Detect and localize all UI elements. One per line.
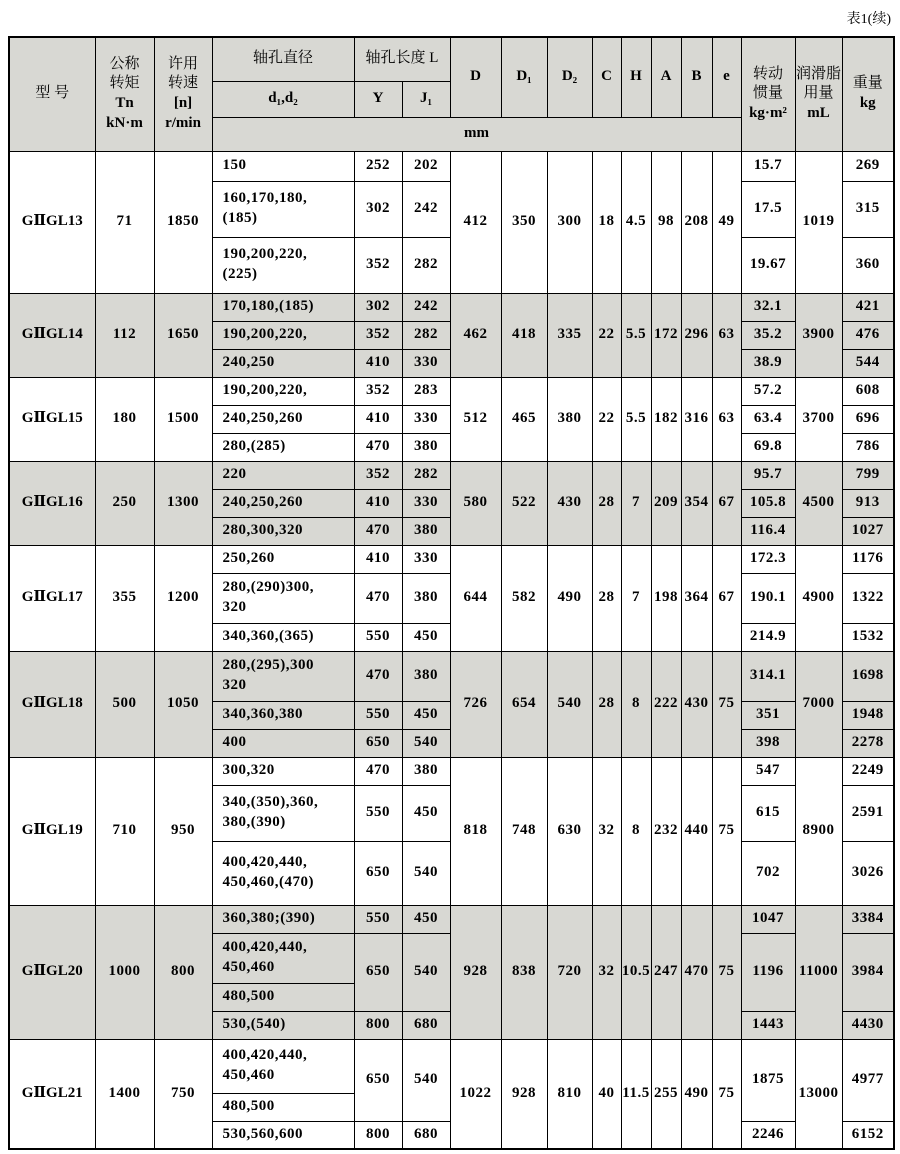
cell-dim-e: 75 <box>712 651 741 757</box>
cell-weight: 2278 <box>842 729 894 757</box>
cell-dim-e: 63 <box>712 377 741 461</box>
table-row <box>9 151 894 181</box>
cell-dim-e: 63 <box>712 293 741 377</box>
cell-torque: 355 <box>95 545 154 651</box>
cell-bore-diameter: 240,250 <box>212 349 354 377</box>
cell-dim-H: 8 <box>621 651 651 757</box>
cell-inertia: 2246 <box>741 1121 795 1149</box>
cell-inertia: 69.8 <box>741 433 795 461</box>
cell-length-y: 650 <box>354 933 402 1011</box>
cell-bore-diameter: 340,(350),360, 380,(390) <box>212 785 354 841</box>
cell-bore-diameter: 400,420,440, 450,460 <box>212 933 354 983</box>
cell-dim-D2: 720 <box>547 905 592 1039</box>
cell-bore-diameter: 280,(290)300, 320 <box>212 573 354 623</box>
cell-inertia: 38.9 <box>741 349 795 377</box>
cell-inertia: 172.3 <box>741 545 795 573</box>
table-row <box>9 757 894 785</box>
cell-inertia: 214.9 <box>741 623 795 651</box>
cell-inertia: 57.2 <box>741 377 795 405</box>
cell-dim-D: 512 <box>450 377 501 461</box>
cell-weight: 269 <box>842 151 894 181</box>
cell-grease: 11000 <box>795 905 842 1039</box>
cell-length-y: 470 <box>354 433 402 461</box>
coupling-spec-table <box>8 36 895 1150</box>
header-dim-D: D <box>450 37 501 117</box>
cell-bore-diameter: 280,(295),300 320 <box>212 651 354 701</box>
header-length-j1: J₁ <box>402 81 450 117</box>
cell-bore-diameter: 480,500 <box>212 1093 354 1121</box>
cell-dim-D2: 300 <box>547 151 592 293</box>
cell-length-y: 410 <box>354 545 402 573</box>
cell-length-y: 650 <box>354 1039 402 1121</box>
cell-length-j1: 540 <box>402 1039 450 1121</box>
cell-dim-D: 928 <box>450 905 501 1039</box>
cell-length-j1: 282 <box>402 461 450 489</box>
header-dim-A: A <box>651 37 681 117</box>
cell-length-y: 252 <box>354 151 402 181</box>
cell-dim-H: 7 <box>621 461 651 545</box>
table-row <box>9 37 894 81</box>
cell-inertia: 190.1 <box>741 573 795 623</box>
cell-length-y: 352 <box>354 237 402 293</box>
header-inertia: 转动 惯量 kg·m² <box>741 37 795 151</box>
cell-bore-diameter: 360,380;(390) <box>212 905 354 933</box>
cell-dim-H: 8 <box>621 757 651 905</box>
cell-torque: 500 <box>95 651 154 757</box>
header-dim-D1: D₁ <box>501 37 547 117</box>
cell-dim-B: 316 <box>681 377 712 461</box>
cell-length-j1: 283 <box>402 377 450 405</box>
cell-length-j1: 450 <box>402 701 450 729</box>
cell-bore-diameter: 340,360,(365) <box>212 623 354 651</box>
header-bore-diameter-sub: d₁,d₂ <box>212 81 354 117</box>
cell-length-y: 352 <box>354 461 402 489</box>
cell-bore-diameter: 250,260 <box>212 545 354 573</box>
cell-length-y: 302 <box>354 293 402 321</box>
cell-length-j1: 680 <box>402 1121 450 1149</box>
cell-dim-A: 247 <box>651 905 681 1039</box>
cell-weight: 1532 <box>842 623 894 651</box>
cell-speed: 800 <box>154 905 212 1039</box>
cell-weight: 696 <box>842 405 894 433</box>
header-speed: 许用 转速 [n] r/min <box>154 37 212 151</box>
cell-dim-B: 208 <box>681 151 712 293</box>
table-row <box>9 293 894 321</box>
cell-length-j1: 450 <box>402 785 450 841</box>
cell-speed: 750 <box>154 1039 212 1149</box>
cell-dim-D1: 582 <box>501 545 547 651</box>
cell-dim-B: 296 <box>681 293 712 377</box>
cell-speed: 1500 <box>154 377 212 461</box>
cell-length-j1: 330 <box>402 489 450 517</box>
cell-dim-H: 11.5 <box>621 1039 651 1149</box>
cell-length-j1: 282 <box>402 237 450 293</box>
cell-length-j1: 202 <box>402 151 450 181</box>
cell-length-j1: 242 <box>402 181 450 237</box>
cell-length-y: 470 <box>354 517 402 545</box>
cell-dim-B: 364 <box>681 545 712 651</box>
cell-weight: 360 <box>842 237 894 293</box>
cell-grease: 4900 <box>795 545 842 651</box>
cell-dim-D1: 838 <box>501 905 547 1039</box>
cell-model: GⅡGL15 <box>9 377 95 461</box>
cell-dim-C: 32 <box>592 905 621 1039</box>
cell-grease: 3900 <box>795 293 842 377</box>
cell-dim-D: 818 <box>450 757 501 905</box>
cell-model: GⅡGL21 <box>9 1039 95 1149</box>
cell-inertia: 32.1 <box>741 293 795 321</box>
cell-weight: 786 <box>842 433 894 461</box>
cell-dim-D: 412 <box>450 151 501 293</box>
header-length-y: Y <box>354 81 402 117</box>
cell-weight: 1176 <box>842 545 894 573</box>
cell-bore-diameter: 240,250,260 <box>212 405 354 433</box>
cell-dim-D: 580 <box>450 461 501 545</box>
cell-length-y: 352 <box>354 377 402 405</box>
cell-weight: 2249 <box>842 757 894 785</box>
cell-dim-D1: 522 <box>501 461 547 545</box>
cell-inertia: 63.4 <box>741 405 795 433</box>
cell-speed: 1300 <box>154 461 212 545</box>
cell-bore-diameter: 160,170,180, (185) <box>212 181 354 237</box>
cell-dim-D2: 810 <box>547 1039 592 1149</box>
cell-weight: 3384 <box>842 905 894 933</box>
cell-length-y: 550 <box>354 905 402 933</box>
cell-length-y: 410 <box>354 349 402 377</box>
cell-weight: 1948 <box>842 701 894 729</box>
cell-dim-D1: 418 <box>501 293 547 377</box>
cell-weight: 913 <box>842 489 894 517</box>
cell-length-j1: 380 <box>402 573 450 623</box>
cell-dim-H: 4.5 <box>621 151 651 293</box>
cell-dim-A: 172 <box>651 293 681 377</box>
cell-dim-C: 32 <box>592 757 621 905</box>
cell-dim-A: 198 <box>651 545 681 651</box>
cell-dim-H: 7 <box>621 545 651 651</box>
header-bore-length: 轴孔长度 L <box>354 37 450 81</box>
cell-bore-diameter: 530,560,600 <box>212 1121 354 1149</box>
cell-inertia: 351 <box>741 701 795 729</box>
cell-torque: 180 <box>95 377 154 461</box>
cell-dim-A: 232 <box>651 757 681 905</box>
cell-inertia: 17.5 <box>741 181 795 237</box>
cell-dim-A: 182 <box>651 377 681 461</box>
header-dim-C: C <box>592 37 621 117</box>
cell-length-y: 352 <box>354 321 402 349</box>
cell-weight: 799 <box>842 461 894 489</box>
cell-length-j1: 380 <box>402 517 450 545</box>
cell-dim-D: 462 <box>450 293 501 377</box>
cell-bore-diameter: 170,180,(185) <box>212 293 354 321</box>
cell-dim-A: 222 <box>651 651 681 757</box>
cell-weight: 4430 <box>842 1011 894 1039</box>
cell-length-y: 470 <box>354 757 402 785</box>
cell-bore-diameter: 240,250,260 <box>212 489 354 517</box>
cell-dim-H: 5.5 <box>621 293 651 377</box>
cell-length-j1: 380 <box>402 757 450 785</box>
cell-torque: 1400 <box>95 1039 154 1149</box>
header-bore-diameter: 轴孔直径 <box>212 37 354 81</box>
cell-dim-e: 67 <box>712 461 741 545</box>
cell-length-y: 550 <box>354 701 402 729</box>
cell-grease: 3700 <box>795 377 842 461</box>
cell-dim-e: 75 <box>712 905 741 1039</box>
cell-weight: 1322 <box>842 573 894 623</box>
cell-dim-D1: 654 <box>501 651 547 757</box>
cell-speed: 1850 <box>154 151 212 293</box>
cell-dim-D1: 350 <box>501 151 547 293</box>
cell-dim-D2: 430 <box>547 461 592 545</box>
cell-grease: 8900 <box>795 757 842 905</box>
cell-inertia: 702 <box>741 841 795 905</box>
cell-bore-diameter: 400,420,440, 450,460 <box>212 1039 354 1093</box>
cell-length-j1: 450 <box>402 623 450 651</box>
cell-dim-A: 209 <box>651 461 681 545</box>
header-unit-mm: mm <box>212 117 741 151</box>
cell-dim-e: 75 <box>712 757 741 905</box>
cell-length-y: 550 <box>354 785 402 841</box>
cell-length-y: 470 <box>354 573 402 623</box>
cell-model: GⅡGL19 <box>9 757 95 905</box>
cell-weight: 3984 <box>842 933 894 1011</box>
cell-length-j1: 540 <box>402 729 450 757</box>
cell-dim-B: 490 <box>681 1039 712 1149</box>
table-caption: 表1(续) <box>846 12 891 27</box>
cell-bore-diameter: 150 <box>212 151 354 181</box>
cell-torque: 250 <box>95 461 154 545</box>
cell-dim-C: 28 <box>592 461 621 545</box>
cell-grease: 13000 <box>795 1039 842 1149</box>
table-row <box>9 377 894 405</box>
cell-inertia: 105.8 <box>741 489 795 517</box>
cell-model: GⅡGL16 <box>9 461 95 545</box>
cell-weight: 6152 <box>842 1121 894 1149</box>
cell-bore-diameter: 220 <box>212 461 354 489</box>
cell-torque: 710 <box>95 757 154 905</box>
cell-dim-D: 644 <box>450 545 501 651</box>
header-weight: 重量 kg <box>842 37 894 151</box>
cell-inertia: 15.7 <box>741 151 795 181</box>
cell-grease: 4500 <box>795 461 842 545</box>
cell-length-j1: 242 <box>402 293 450 321</box>
cell-inertia: 398 <box>741 729 795 757</box>
cell-torque: 71 <box>95 151 154 293</box>
cell-inertia: 314.1 <box>741 651 795 701</box>
cell-inertia: 547 <box>741 757 795 785</box>
cell-bore-diameter: 280,300,320 <box>212 517 354 545</box>
cell-weight: 544 <box>842 349 894 377</box>
header-dim-H: H <box>621 37 651 117</box>
table-row <box>9 545 894 573</box>
cell-inertia: 116.4 <box>741 517 795 545</box>
cell-model: GⅡGL17 <box>9 545 95 651</box>
cell-bore-diameter: 190,200,220, <box>212 377 354 405</box>
cell-length-y: 302 <box>354 181 402 237</box>
cell-grease: 1019 <box>795 151 842 293</box>
cell-length-y: 410 <box>354 405 402 433</box>
header-dim-B: B <box>681 37 712 117</box>
table-row <box>9 651 894 701</box>
cell-speed: 1200 <box>154 545 212 651</box>
cell-length-j1: 330 <box>402 405 450 433</box>
cell-length-j1: 450 <box>402 905 450 933</box>
cell-inertia: 1047 <box>741 905 795 933</box>
cell-length-y: 550 <box>354 623 402 651</box>
cell-dim-B: 430 <box>681 651 712 757</box>
cell-bore-diameter: 190,200,220, <box>212 321 354 349</box>
cell-weight: 1698 <box>842 651 894 701</box>
header-grease: 润滑脂 用量 mL <box>795 37 842 151</box>
cell-grease: 7000 <box>795 651 842 757</box>
cell-model: GⅡGL14 <box>9 293 95 377</box>
cell-dim-C: 22 <box>592 377 621 461</box>
cell-dim-D2: 540 <box>547 651 592 757</box>
cell-dim-D2: 630 <box>547 757 592 905</box>
cell-dim-D2: 490 <box>547 545 592 651</box>
cell-dim-H: 5.5 <box>621 377 651 461</box>
cell-length-y: 470 <box>354 651 402 701</box>
cell-inertia: 1196 <box>741 933 795 1011</box>
cell-dim-D1: 928 <box>501 1039 547 1149</box>
cell-bore-diameter: 340,360,380 <box>212 701 354 729</box>
header-dim-D2: D₂ <box>547 37 592 117</box>
cell-length-y: 650 <box>354 729 402 757</box>
cell-dim-C: 28 <box>592 545 621 651</box>
cell-dim-D1: 748 <box>501 757 547 905</box>
header-dim-e: e <box>712 37 741 117</box>
cell-dim-A: 255 <box>651 1039 681 1149</box>
cell-dim-D: 1022 <box>450 1039 501 1149</box>
cell-length-y: 800 <box>354 1121 402 1149</box>
cell-model: GⅡGL20 <box>9 905 95 1039</box>
cell-dim-C: 40 <box>592 1039 621 1149</box>
cell-dim-B: 470 <box>681 905 712 1039</box>
table-row <box>9 905 894 933</box>
cell-inertia: 35.2 <box>741 321 795 349</box>
cell-length-j1: 380 <box>402 433 450 461</box>
header-model: 型 号 <box>9 37 95 151</box>
cell-speed: 950 <box>154 757 212 905</box>
cell-weight: 1027 <box>842 517 894 545</box>
cell-length-j1: 330 <box>402 545 450 573</box>
cell-length-j1: 380 <box>402 651 450 701</box>
cell-dim-A: 98 <box>651 151 681 293</box>
cell-bore-diameter: 300,320 <box>212 757 354 785</box>
cell-dim-D2: 380 <box>547 377 592 461</box>
cell-torque: 112 <box>95 293 154 377</box>
cell-weight: 3026 <box>842 841 894 905</box>
cell-weight: 476 <box>842 321 894 349</box>
cell-dim-e: 67 <box>712 545 741 651</box>
cell-weight: 421 <box>842 293 894 321</box>
cell-dim-C: 18 <box>592 151 621 293</box>
cell-dim-B: 440 <box>681 757 712 905</box>
cell-bore-diameter: 480,500 <box>212 983 354 1011</box>
cell-inertia: 1875 <box>741 1039 795 1121</box>
cell-speed: 1050 <box>154 651 212 757</box>
cell-bore-diameter: 400 <box>212 729 354 757</box>
cell-dim-B: 354 <box>681 461 712 545</box>
cell-length-y: 800 <box>354 1011 402 1039</box>
table-row <box>9 1039 894 1093</box>
cell-inertia: 95.7 <box>741 461 795 489</box>
cell-dim-e: 49 <box>712 151 741 293</box>
cell-inertia: 615 <box>741 785 795 841</box>
cell-bore-diameter: 280,(285) <box>212 433 354 461</box>
cell-length-y: 650 <box>354 841 402 905</box>
cell-dim-D2: 335 <box>547 293 592 377</box>
cell-length-j1: 540 <box>402 933 450 1011</box>
cell-length-j1: 282 <box>402 321 450 349</box>
cell-dim-H: 10.5 <box>621 905 651 1039</box>
cell-dim-D: 726 <box>450 651 501 757</box>
cell-weight: 4977 <box>842 1039 894 1121</box>
cell-torque: 1000 <box>95 905 154 1039</box>
cell-length-y: 410 <box>354 489 402 517</box>
cell-inertia: 1443 <box>741 1011 795 1039</box>
cell-inertia: 19.67 <box>741 237 795 293</box>
cell-bore-diameter: 400,420,440, 450,460,(470) <box>212 841 354 905</box>
cell-dim-C: 28 <box>592 651 621 757</box>
cell-dim-D1: 465 <box>501 377 547 461</box>
cell-model: GⅡGL18 <box>9 651 95 757</box>
table-row <box>9 461 894 489</box>
cell-dim-e: 75 <box>712 1039 741 1149</box>
cell-model: GⅡGL13 <box>9 151 95 293</box>
cell-weight: 315 <box>842 181 894 237</box>
cell-length-j1: 680 <box>402 1011 450 1039</box>
cell-weight: 2591 <box>842 785 894 841</box>
cell-weight: 608 <box>842 377 894 405</box>
cell-dim-C: 22 <box>592 293 621 377</box>
cell-bore-diameter: 190,200,220, (225) <box>212 237 354 293</box>
cell-speed: 1650 <box>154 293 212 377</box>
header-torque: 公称 转矩 Tn kN·m <box>95 37 154 151</box>
cell-bore-diameter: 530,(540) <box>212 1011 354 1039</box>
cell-length-j1: 540 <box>402 841 450 905</box>
cell-length-j1: 330 <box>402 349 450 377</box>
